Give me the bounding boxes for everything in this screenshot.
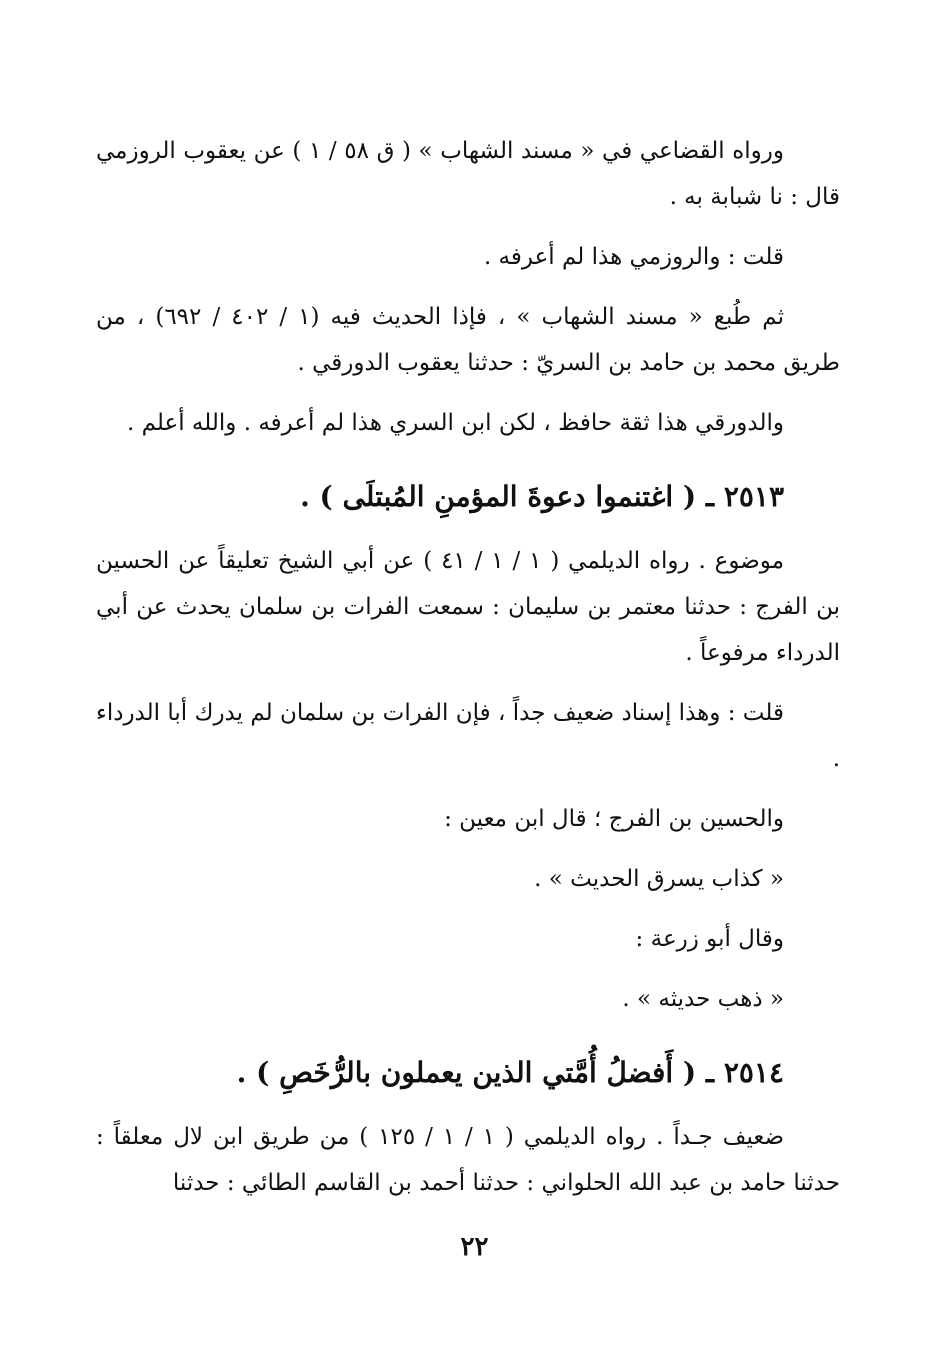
paragraph-qudai: ورواه القضاعي في « مسند الشهاب » ( ق ٥٨ / ١ ) عن يعقوب الروزمي قال : نا شبابة به .	[96, 138, 840, 210]
hadith-2514-grading: ضعيف جـداً . رواه الديلمي ( ١ / ١ / ١٢٥ ) من طريق ابن لال معلقاً : حدثنا حامد بن عبد الله الحلواني : حدثنا أحمد بن القاسم الطائي : حدثنا	[96, 1124, 840, 1196]
paragraph-dawraqi: والدورقي هذا ثقة حافظ ، لكن ابن السري هذا لم أعرفه . والله أعلم .	[126, 410, 784, 436]
paragraph-rozmi-note: قلت : والروزمي هذا لم أعرفه .	[483, 244, 784, 270]
hadith-2513-quote-1: « كذاب يسرق الحديث » .	[534, 866, 784, 892]
hadith-2513-heading: ٢٥١٣ ـ ( اغتنموا دعوةَ المؤمنِ المُبتلَى ) .	[300, 480, 784, 513]
paragraph-shihab-printed: ثم طُبع « مسند الشهاب » ، فإذا الحديث فيه (١ / ٤٠٢ / ٦٩٢) ، من طريق محمد بن حامد بن السريّ : حدثنا يعقوب الدورقي .	[96, 304, 840, 376]
hadith-2513-isnad-note: قلت : وهذا إسناد ضعيف جداً ، فإن الفرات بن سلمان لم يدرك أبا الدرداء .	[96, 700, 840, 772]
hadith-2513-grading: موضوع . رواه الديلمي ( ١ / ١ / ٤١ ) عن أبي الشيخ تعليقاً عن الحسين بن الفرج : حدثنا معتمر بن سليمان : سمعت الفرات بن سلمان يحدث عن أبي الدرداء مرفوعاً .	[96, 548, 840, 666]
hadith-2514-heading: ٢٥١٤ ـ ( أَفضلُ أُمَّتي الذين يعملون بالرُّخَصِ ) .	[236, 1056, 784, 1089]
hadith-2513-abu-zura: وقال أبو زرعة :	[635, 926, 784, 952]
page-body	[96, 128, 840, 1308]
hadith-2513-ibn-main: والحسين بن الفرج ؛ قال ابن معين :	[444, 806, 784, 832]
page-number: ٢٢	[460, 1232, 489, 1262]
hadith-2513-quote-2: « ذهب حديثه » .	[622, 986, 784, 1012]
